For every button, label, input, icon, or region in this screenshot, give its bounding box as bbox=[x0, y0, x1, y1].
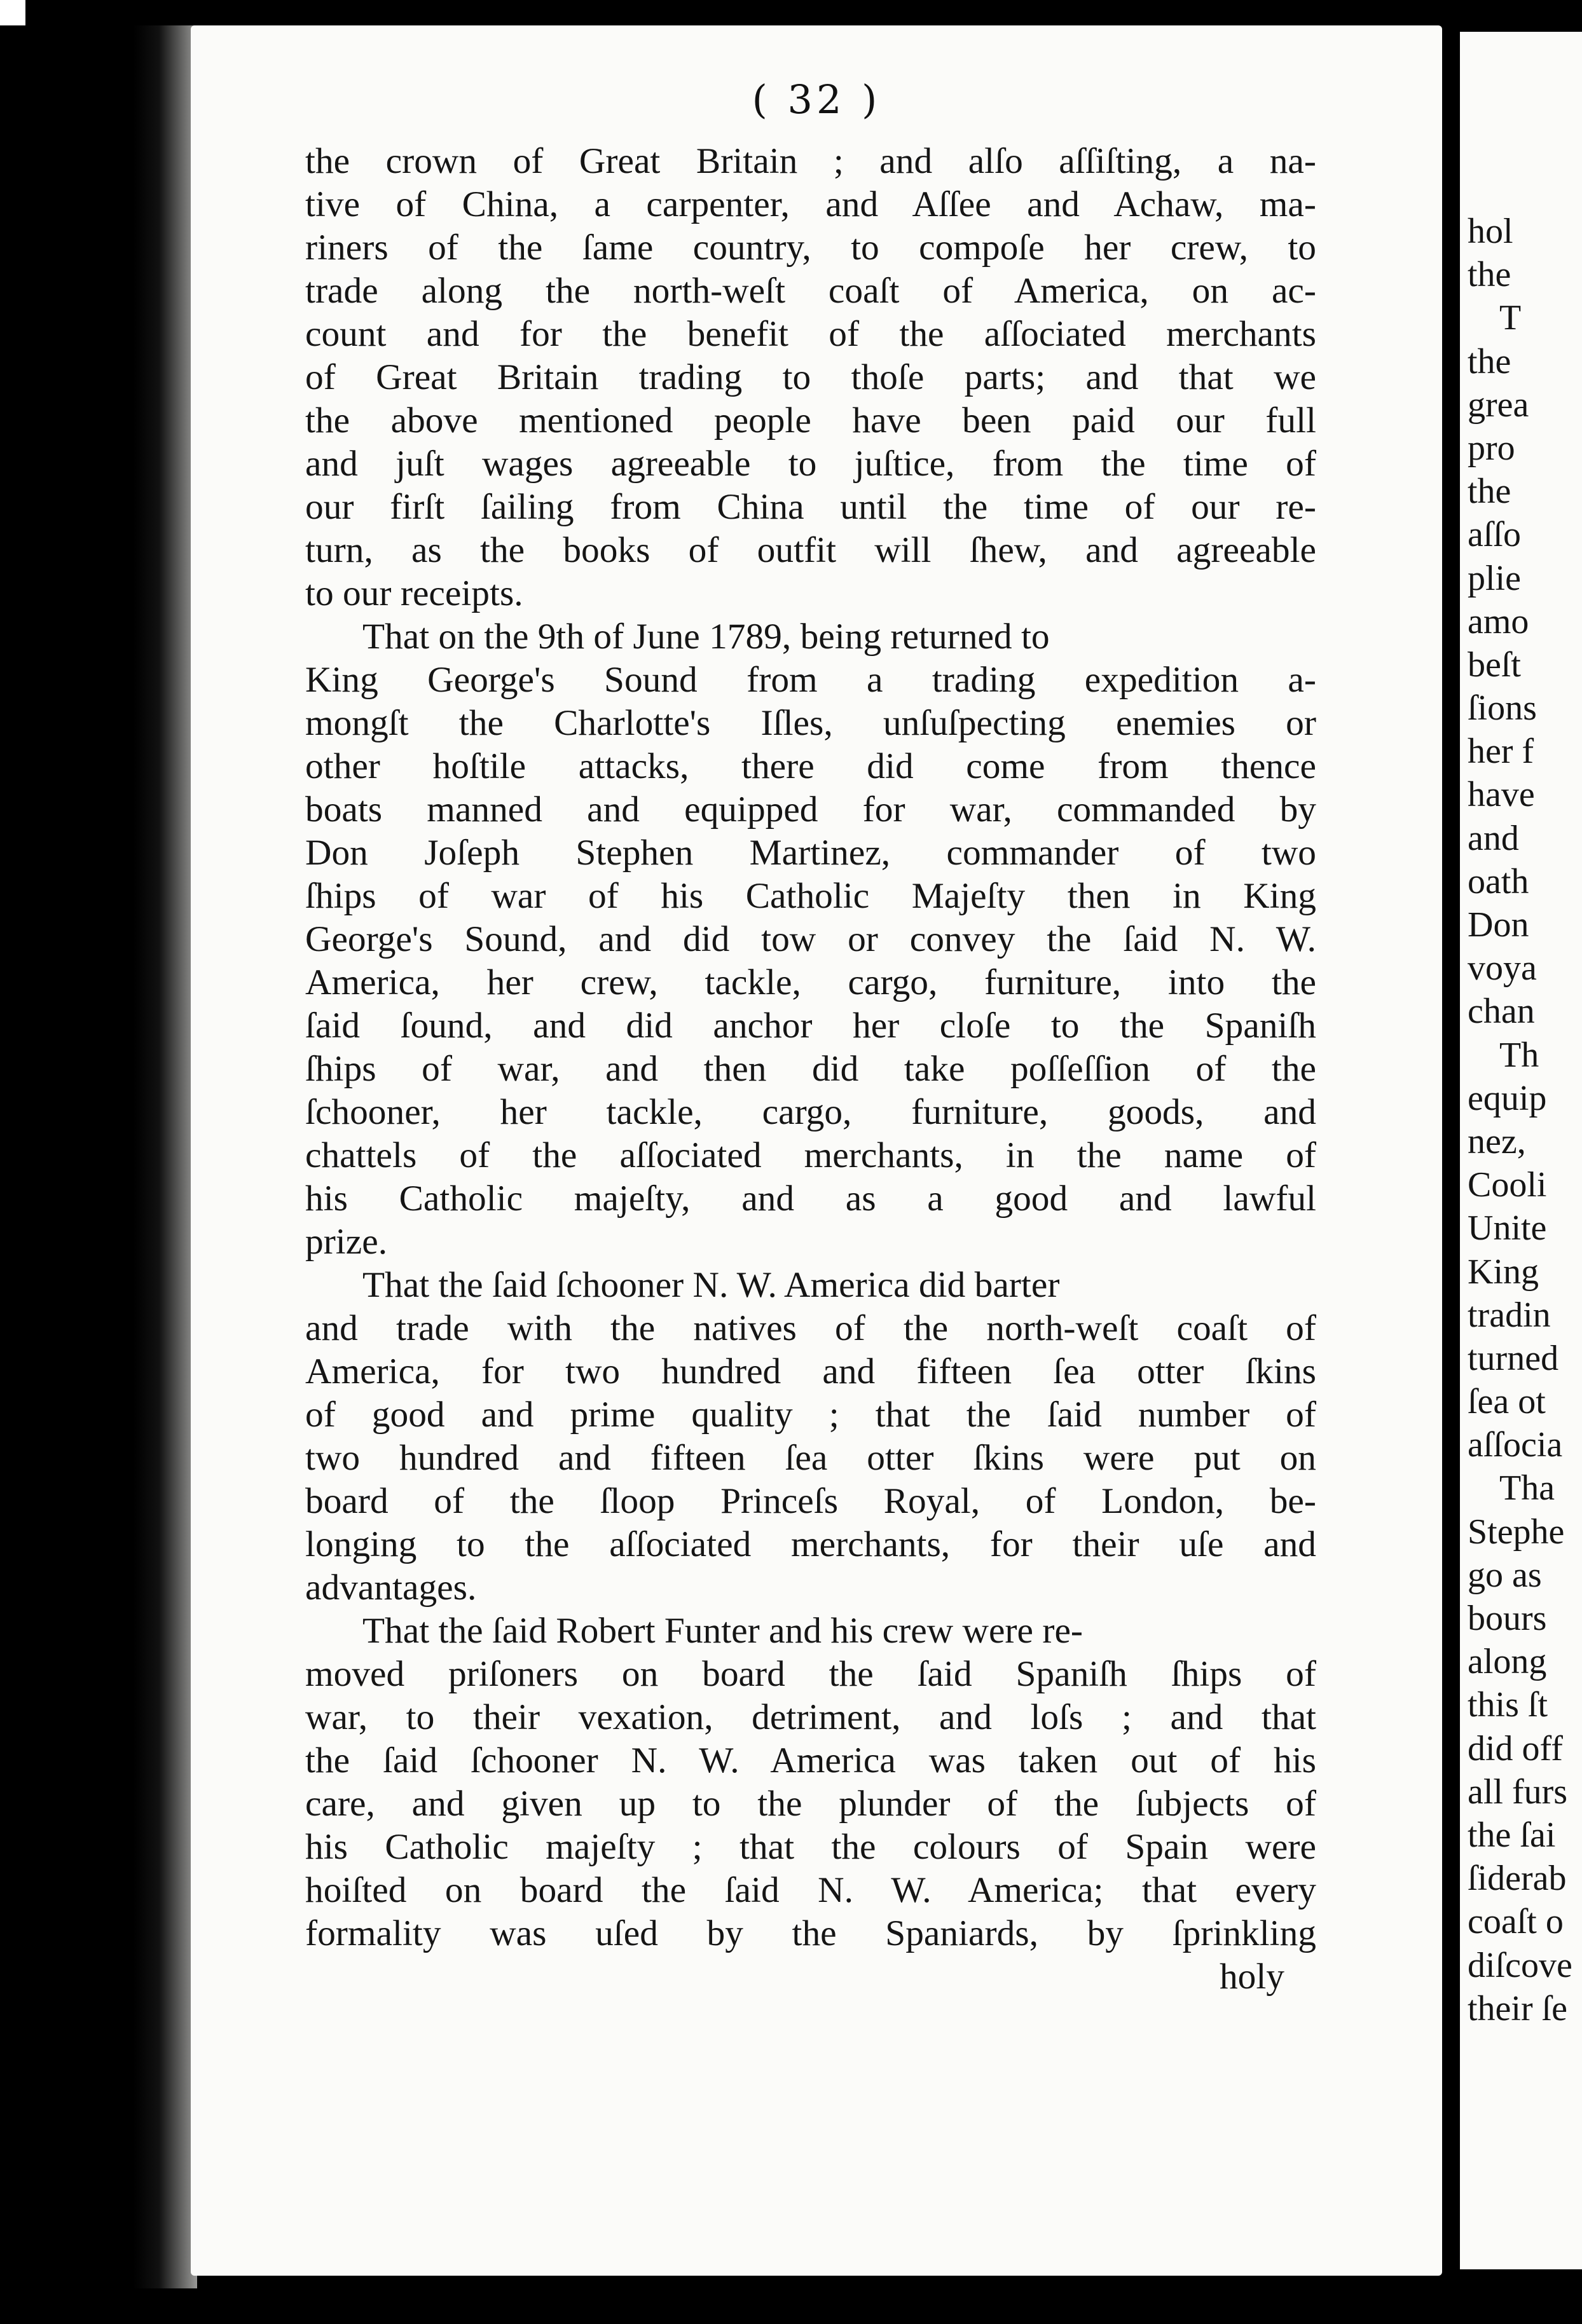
text-line: King George's Sound from a trading expedition a- bbox=[305, 660, 1316, 700]
facing-page-line-fragment: bours bbox=[1468, 1599, 1547, 1638]
facing-page-line-fragment: all furs bbox=[1468, 1772, 1568, 1812]
text-line: the ſaid ſchooner N. W. America was taken out of his bbox=[305, 1740, 1316, 1781]
facing-page-line-fragment: diſcove bbox=[1468, 1945, 1572, 1985]
text-line: and juſt wages agreeable to juſtice, from the time of bbox=[305, 444, 1316, 484]
facing-page-line-fragment: and bbox=[1468, 818, 1519, 858]
facing-page-line-fragment: T bbox=[1499, 298, 1522, 338]
text-line: mongſt the Charlotte's Iſles, unſuſpecting enemies or bbox=[305, 703, 1316, 743]
text-line: longing to the aſſociated merchants, for their uſe and bbox=[305, 1524, 1316, 1564]
facing-page-line-fragment: along bbox=[1468, 1642, 1547, 1682]
page-number: ( 32 ) bbox=[752, 76, 881, 123]
facing-page-line-fragment: the ſai bbox=[1468, 1815, 1556, 1855]
text-line: hoiſted on board the ſaid N. W. America; that every bbox=[305, 1870, 1316, 1910]
facing-page-line-fragment: aſſo bbox=[1468, 515, 1521, 555]
text-line: of Great Britain trading to thoſe parts; and that we bbox=[305, 357, 1316, 397]
text-line: advantages. bbox=[305, 1568, 477, 1608]
text-line: chattels of the aſſociated merchants, in the name of bbox=[305, 1135, 1316, 1175]
text-line: trade along the north-weſt coaſt of America, on ac- bbox=[305, 271, 1316, 311]
facing-page-line-fragment: ſea ot bbox=[1468, 1382, 1546, 1422]
text-line: to our receipts. bbox=[305, 573, 523, 613]
facing-page-line-fragment: this ſt bbox=[1468, 1685, 1548, 1725]
text-line: tive of China, a carpenter, and Aſſee and Achaw, ma- bbox=[305, 184, 1316, 224]
facing-page-line-fragment: turned bbox=[1468, 1338, 1559, 1378]
text-line: the crown of Great Britain ; and alſo aſſiſting, a na- bbox=[305, 141, 1316, 181]
facing-page-line-fragment: their ſe bbox=[1468, 1988, 1568, 2028]
text-line: and trade with the natives of the north-weſt coaſt of bbox=[305, 1308, 1316, 1348]
facing-page-line-fragment: Cooli bbox=[1468, 1165, 1547, 1205]
text-line: ſchooner, her tackle, cargo, furniture, goods, and bbox=[305, 1092, 1316, 1132]
left-gutter-shadow bbox=[134, 25, 197, 2288]
facing-page-line-fragment: plie bbox=[1468, 558, 1521, 598]
facing-page-line-fragment: hol bbox=[1468, 212, 1513, 251]
facing-page-line-fragment: amo bbox=[1468, 601, 1529, 641]
facing-page-line-fragment: King bbox=[1468, 1252, 1539, 1292]
text-line: care, and given up to the plunder of the ſubjects of bbox=[305, 1784, 1316, 1824]
book-spine bbox=[1442, 25, 1461, 2288]
facing-page-line-fragment: Stephe bbox=[1468, 1512, 1565, 1552]
text-line: two hundred and fifteen ſea otter ſkins were put on bbox=[305, 1438, 1316, 1478]
text-line: his Catholic majeſty ; that the colours of Spain were bbox=[305, 1827, 1316, 1867]
facing-page-line-fragment: aſſocia bbox=[1468, 1425, 1563, 1465]
text-line: turn, as the books of outfit will ſhew, and agreeable bbox=[305, 530, 1316, 570]
text-line: America, her crew, tackle, cargo, furniture, into the bbox=[305, 962, 1316, 1002]
facing-page-fragment-column bbox=[1468, 210, 1582, 2030]
facing-page-line-fragment: Tha bbox=[1499, 1468, 1555, 1508]
facing-page-line-fragment: tradin bbox=[1468, 1295, 1551, 1335]
text-line: prize. bbox=[305, 1222, 388, 1262]
text-line: ſaid ſound, and did anchor her cloſe to the Spaniſh bbox=[305, 1006, 1316, 1046]
facing-page-line-fragment: ſiderab bbox=[1468, 1859, 1567, 1899]
facing-page-line-fragment: ſions bbox=[1468, 688, 1537, 728]
facing-page-line-fragment: go as bbox=[1468, 1555, 1542, 1595]
text-line: ſhips of war, and then did take poſſeſſion of the bbox=[305, 1049, 1316, 1089]
facing-page-line-fragment: beſt bbox=[1468, 645, 1521, 685]
text-line: the above mentioned people have been paid our full bbox=[305, 400, 1316, 441]
facing-page-line-fragment: nez, bbox=[1468, 1121, 1526, 1161]
text-line: Don Joſeph Stephen Martinez, commander of two bbox=[305, 833, 1316, 873]
facing-page-line-fragment: chan bbox=[1468, 992, 1535, 1032]
facing-page-line-fragment: did off bbox=[1468, 1728, 1563, 1768]
facing-page-line-fragment: coaſt o bbox=[1468, 1902, 1564, 1942]
text-line: war, to their vexation, detriment, and loſs ; and that bbox=[305, 1697, 1316, 1737]
facing-page-line-fragment: the bbox=[1468, 341, 1511, 381]
text-line: count and for the benefit of the aſſociated merchants bbox=[305, 314, 1316, 354]
text-line: his Catholic majeſty, and as a good and lawful bbox=[305, 1179, 1316, 1219]
text-line: other hoſtile attacks, there did come from thence bbox=[305, 746, 1316, 786]
catchword: holy bbox=[1219, 1957, 1284, 1997]
facing-page-line-fragment: equip bbox=[1468, 1078, 1547, 1118]
facing-page-line-fragment: the bbox=[1468, 472, 1511, 512]
text-line: moved priſoners on board the ſaid Spaniſh ſhips of bbox=[305, 1654, 1316, 1694]
text-line: our firſt ſailing from China until the time of our re- bbox=[305, 487, 1316, 527]
text-line: formality was uſed by the Spaniards, by ſprinkling bbox=[305, 1913, 1316, 1953]
text-line: ſhips of war of his Catholic Majeſty then in King bbox=[305, 876, 1316, 916]
text-line: That on the 9th of June 1789, being returned to bbox=[362, 617, 1050, 657]
facing-page-line-fragment: pro bbox=[1468, 428, 1515, 468]
text-line: board of the ſloop Princeſs Royal, of London, be- bbox=[305, 1481, 1316, 1521]
text-line: of good and prime quality ; that the ſaid number of bbox=[305, 1395, 1316, 1435]
scan-corner-mark bbox=[0, 0, 25, 25]
text-line: That the ſaid ſchooner N. W. America did barter bbox=[362, 1265, 1060, 1305]
text-line: George's Sound, and did tow or convey the ſaid N. W. bbox=[305, 919, 1316, 959]
facing-page-line-fragment: grea bbox=[1468, 385, 1529, 425]
facing-page-line-fragment: voya bbox=[1468, 948, 1537, 988]
facing-page-line-fragment: Don bbox=[1468, 905, 1529, 945]
text-line: riners of the ſame country, to compoſe her crew, to bbox=[305, 228, 1316, 268]
text-line: America, for two hundred and fifteen ſea otter ſkins bbox=[305, 1351, 1316, 1391]
facing-page-line-fragment: Unite bbox=[1468, 1208, 1547, 1248]
text-line: boats manned and equipped for war, commanded by bbox=[305, 789, 1316, 830]
facing-page-line-fragment: oath bbox=[1468, 861, 1529, 901]
facing-page-line-fragment: the bbox=[1468, 255, 1511, 295]
facing-page-line-fragment: Th bbox=[1499, 1035, 1539, 1075]
text-line: That the ſaid Robert Funter and his crew were re- bbox=[362, 1611, 1083, 1651]
facing-page-line-fragment: her f bbox=[1468, 732, 1534, 772]
page-body-text bbox=[305, 140, 1316, 1999]
facing-page-line-fragment: have bbox=[1468, 775, 1535, 815]
